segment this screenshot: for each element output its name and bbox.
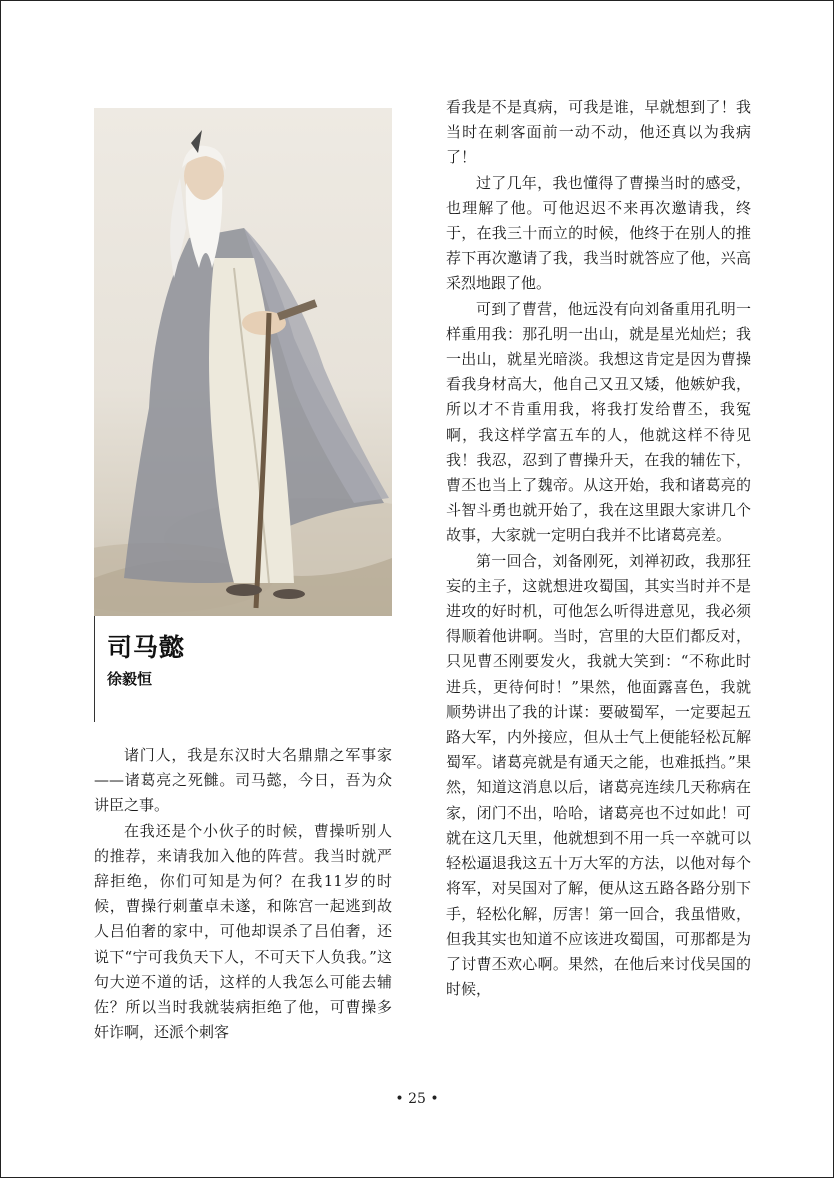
article-title-block [94, 616, 295, 722]
paragraph: 在我还是个小伙子的时候，曹操听别人的推荐，来请我加入他的阵营。我当时就严辞拒绝，你们可知是为何？在我11岁的时候，曹操行刺董卓未遂，和陈宫一起逃到故人吕伯奢的家中，可他却误杀了吕伯奢，还说下“宁可我负天下人，不可天下人负我。”这句大逆不道的话，这样的人我怎么可能去辅佐？所以当时我就装病拒绝了他，可曹操多奸诈啊，还派个刺客 [94, 821, 392, 1042]
sima-yi-portrait-illustration [94, 108, 392, 616]
paragraph: 诸门人，我是东汉时大名鼎鼎之军事家——诸葛亮之死雠。司马懿，今日，吾为众讲臣之事。 [94, 746, 392, 815]
paragraph: 过了几年，我也懂得了曹操当时的感受，也理解了他。可他迟迟不来再次邀请我，终于，在我三十而立的时候，他终于在别人的推荐下再次邀请了我，我当时就答应了他，兴高采烈地跟了他。 [446, 173, 751, 293]
page-number: • 25 • [395, 1091, 439, 1107]
article-title: 司马懿 [107, 633, 186, 662]
left-text-column [94, 743, 392, 1045]
right-text-column [446, 95, 751, 1002]
portrait-drawing [94, 108, 392, 616]
paragraph: 可到了曹营，他远没有向刘备重用孔明一样重用我：那孔明一出山，就是星光灿烂；我一出山，就星光暗淡。我想这肯定是因为曹操看我身材高大，他自己又丑又矮，他嫉妒我，所以才不肯重用我，将我打发给曹丕，我冤啊，我这样学富五车的人，他就这样不待见我！我忍，忍到了曹操升天，在我的辅佐下，曹丕也当上了魏帝。从这开始，我和诸葛亮的斗智斗勇也就开始了，我在这里跟大家讲几个故事，大家就一定明白我并不比诸葛亮差。 [446, 299, 751, 545]
paragraph: 第一回合，刘备刚死，刘禅初政，我那狂妄的主子，这就想进攻蜀国，其实当时并不是进攻的好时机，可他怎么听得进意见，我必须得顺着他讲啊。当时，宫里的大臣们都反对，只见曹丕刚要发火，我就大笑到：“不称此时进兵，更待何时！”果然，他面露喜色，我就顺势讲出了我的计谋：要破蜀军，一定要起五路大军，内外接应，但从士气上便能轻松瓦解蜀军。诸葛亮就是有通天之能，也难抵挡。”果然，知道这消息以后，诸葛亮连续几天称病在家，闭门不出，哈哈，诸葛亮也不过如此！可就在这几天里，他就想到不用一兵一卒就可以轻松逼退我这五十万大军的方法，以他对每个将军，对吴国对了解，便从这五路各路分别下手，轻松化解，厉害！第一回合，我虽惜败，但我其实也知道不应该进攻蜀国，可那都是为了讨曹丕欢心啊。果然，在他后来讨伐吴国的时候， [446, 551, 751, 999]
article-author: 徐毅恒 [107, 670, 153, 688]
paragraph-continued: 看我是不是真病，可我是谁，早就想到了！我当时在刺客面前一动不动，他还真以为我病了！ [446, 98, 751, 167]
